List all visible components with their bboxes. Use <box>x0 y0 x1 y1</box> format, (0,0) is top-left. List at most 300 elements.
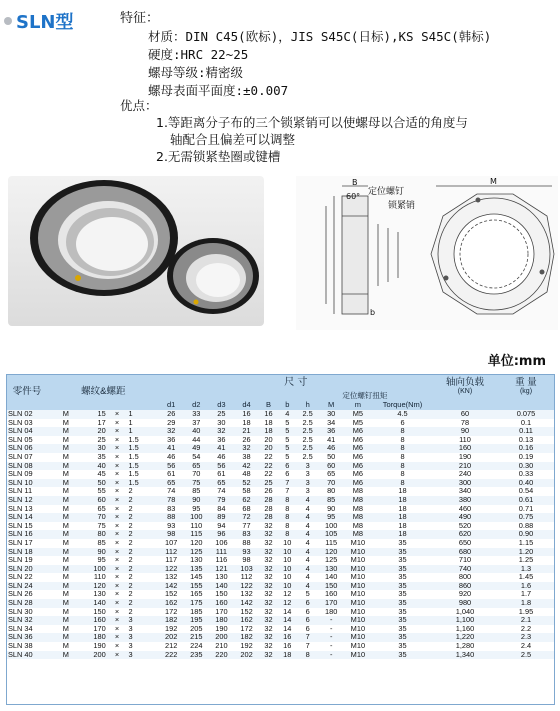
table-cell: 32 <box>259 530 278 539</box>
table-cell: × <box>108 427 127 436</box>
table-cell: 60 <box>71 496 108 505</box>
table-cell: 48 <box>234 470 259 479</box>
table-cell: 152 <box>234 608 259 617</box>
table-cell: M10 <box>344 625 372 634</box>
table-cell: M <box>48 556 71 565</box>
table-cell: 1,220 <box>433 633 497 642</box>
label-b: b <box>370 308 376 317</box>
col-load: 轴向负载 (KN) <box>433 374 497 401</box>
table-cell: 8 <box>372 479 433 488</box>
table-cell: - <box>319 651 344 660</box>
table-cell: 3 <box>126 616 158 625</box>
table-cell: M <box>48 573 71 582</box>
table-cell: 12 <box>278 599 297 608</box>
table-cell: 61 <box>159 470 184 479</box>
table-cell: 1.5 <box>126 462 158 471</box>
table-cell: 15 <box>71 410 108 419</box>
table-cell: M6 <box>344 479 372 488</box>
table-cell: 110 <box>71 573 108 582</box>
table-cell: 98 <box>159 530 184 539</box>
table-cell: 35 <box>372 608 433 617</box>
table-cell: 32 <box>259 565 278 574</box>
table-cell: × <box>108 513 127 522</box>
table-cell: 1 <box>126 427 158 436</box>
table-cell: 140 <box>209 582 234 591</box>
spec-table <box>6 374 555 659</box>
table-cell: × <box>108 556 127 565</box>
table-cell: 185 <box>184 608 209 617</box>
table-cell: M <box>48 436 71 445</box>
table-cell: 190 <box>209 625 234 634</box>
table-cell: 7 <box>278 479 297 488</box>
table-cell: 0.075 <box>497 410 555 419</box>
table-cell: 142 <box>234 599 259 608</box>
table-cell: 5 <box>278 436 297 445</box>
table-cell: 8 <box>372 436 433 445</box>
table-cell: SLN 03 <box>6 419 48 428</box>
table-cell: SLN 28 <box>6 599 48 608</box>
spec-table-body <box>6 410 555 659</box>
table-cell: 1 <box>126 419 158 428</box>
table-cell: 18 <box>278 651 297 660</box>
table-cell: 2.5 <box>297 419 319 428</box>
table-cell: 150 <box>209 590 234 599</box>
table-cell: 65 <box>71 505 108 514</box>
table-cell: × <box>108 496 127 505</box>
table-cell: 40 <box>184 427 209 436</box>
table-cell: 210 <box>209 642 234 651</box>
table-cell: 8 <box>372 462 433 471</box>
table-row <box>6 479 555 488</box>
table-cell: SLN 13 <box>6 505 48 514</box>
table-cell: 1.7 <box>497 590 555 599</box>
table-cell: 180 <box>209 616 234 625</box>
table-row <box>6 556 555 565</box>
table-cell: 83 <box>159 505 184 514</box>
table-cell: 35 <box>372 582 433 591</box>
table-cell: 25 <box>259 479 278 488</box>
table-cell: M <box>48 479 71 488</box>
table-cell: 55 <box>71 487 108 496</box>
table-cell: 34 <box>319 419 344 428</box>
table-cell: 75 <box>184 479 209 488</box>
table-cell: 202 <box>234 651 259 660</box>
table-cell: 16 <box>234 410 259 419</box>
table-cell: M10 <box>344 642 372 651</box>
table-cell: M <box>48 608 71 617</box>
table-cell: M8 <box>344 522 372 531</box>
table-cell: M <box>48 453 71 462</box>
table-cell: SLN 09 <box>6 470 48 479</box>
table-cell: 650 <box>433 539 497 548</box>
table-cell: 460 <box>433 505 497 514</box>
table-cell: 74 <box>209 487 234 496</box>
table-cell: 202 <box>159 633 184 642</box>
table-cell: 6 <box>297 608 319 617</box>
table-cell: 65 <box>184 462 209 471</box>
table-cell: 130 <box>184 556 209 565</box>
table-cell: 30 <box>319 410 344 419</box>
table-cell: 4 <box>297 582 319 591</box>
table-cell: 78 <box>433 419 497 428</box>
table-cell: 65 <box>209 479 234 488</box>
table-cell: 140 <box>71 599 108 608</box>
advantage-1-cont: 轴配合且偏差可以调整 <box>170 132 296 147</box>
bullet-dot-icon <box>4 17 12 25</box>
table-cell: 520 <box>433 522 497 531</box>
table-cell: 100 <box>71 565 108 574</box>
table-row <box>6 505 555 514</box>
table-cell: 1.6 <box>497 582 555 591</box>
table-cell: 800 <box>433 573 497 582</box>
table-cell: SLN 17 <box>6 539 48 548</box>
table-cell: 4 <box>297 505 319 514</box>
table-cell: 122 <box>234 582 259 591</box>
table-cell: 26 <box>159 410 184 419</box>
table-cell: 172 <box>234 625 259 634</box>
table-cell: 107 <box>159 539 184 548</box>
table-cell: 0.88 <box>497 522 555 531</box>
table-cell: 30 <box>71 444 108 453</box>
feature-flatness: 螺母表面平面度:±0.007 <box>148 83 289 98</box>
table-cell: 35 <box>372 616 433 625</box>
table-cell: 26 <box>259 487 278 496</box>
table-cell: 18 <box>259 427 278 436</box>
table-cell: 10 <box>278 548 297 557</box>
table-cell: 10 <box>278 582 297 591</box>
col-torque: Torque(Nm) <box>372 401 433 410</box>
table-cell: M <box>48 444 71 453</box>
table-cell: × <box>108 462 127 471</box>
table-cell: 0.19 <box>497 453 555 462</box>
table-cell: 1,160 <box>433 625 497 634</box>
table-cell: 1.3 <box>497 565 555 574</box>
table-cell: 90 <box>319 505 344 514</box>
table-cell: 32 <box>259 599 278 608</box>
table-cell: 120 <box>71 582 108 591</box>
table-cell: 205 <box>184 625 209 634</box>
table-cell: 85 <box>319 496 344 505</box>
table-cell: 1.25 <box>497 556 555 565</box>
table-cell: 192 <box>159 625 184 634</box>
table-cell: SLN 20 <box>6 565 48 574</box>
table-cell: 132 <box>234 590 259 599</box>
table-cell: 7 <box>297 642 319 651</box>
table-row <box>6 513 555 522</box>
table-cell: 21 <box>234 427 259 436</box>
table-cell: 83 <box>234 530 259 539</box>
table-cell: 132 <box>159 573 184 582</box>
table-cell: SLN 40 <box>6 651 48 660</box>
table-cell: 70 <box>71 513 108 522</box>
table-cell: 130 <box>209 573 234 582</box>
table-cell: 2.1 <box>497 616 555 625</box>
table-cell: 3 <box>126 642 158 651</box>
table-cell: SLN 26 <box>6 590 48 599</box>
table-cell: 10 <box>278 573 297 582</box>
table-cell: 160 <box>209 599 234 608</box>
table-row <box>6 470 555 479</box>
table-row <box>6 522 555 531</box>
table-cell: M8 <box>344 513 372 522</box>
table-row <box>6 565 555 574</box>
table-cell: 32 <box>259 590 278 599</box>
table-cell: 32 <box>159 427 184 436</box>
table-cell: M8 <box>344 496 372 505</box>
table-cell: M10 <box>344 590 372 599</box>
table-cell: 160 <box>433 444 497 453</box>
table-cell: 162 <box>159 599 184 608</box>
table-cell: 61 <box>209 470 234 479</box>
table-cell: 65 <box>159 479 184 488</box>
table-cell: 18 <box>259 419 278 428</box>
table-cell: 160 <box>319 590 344 599</box>
table-cell: 58 <box>234 487 259 496</box>
table-cell: 16 <box>259 410 278 419</box>
table-cell: 32 <box>259 608 278 617</box>
table-cell: 95 <box>71 556 108 565</box>
table-row <box>6 539 555 548</box>
advantage-2: 2.无需锁紧垫圈或键槽 <box>156 149 281 164</box>
table-cell: × <box>108 565 127 574</box>
table-cell: 2 <box>126 599 158 608</box>
feature-hardness: 硬度:HRC 22~25 <box>148 47 249 62</box>
table-cell: 152 <box>159 590 184 599</box>
table-cell: - <box>319 625 344 634</box>
table-cell: 220 <box>209 651 234 660</box>
table-row <box>6 427 555 436</box>
col-B: B <box>259 401 278 410</box>
table-cell: - <box>319 642 344 651</box>
table-cell: 75 <box>71 522 108 531</box>
table-cell: SLN 38 <box>6 642 48 651</box>
table-cell: M10 <box>344 573 372 582</box>
table-cell: 32 <box>259 642 278 651</box>
table-cell: 90 <box>71 548 108 557</box>
table-cell: 2 <box>126 590 158 599</box>
table-cell: 44 <box>184 436 209 445</box>
table-cell: 90 <box>184 496 209 505</box>
table-cell: 1,040 <box>433 608 497 617</box>
table-cell: 0.40 <box>497 479 555 488</box>
table-cell: SLN 07 <box>6 453 48 462</box>
table-cell: 1.5 <box>126 470 158 479</box>
table-cell: 121 <box>209 565 234 574</box>
table-cell: 29 <box>159 419 184 428</box>
table-cell: 98 <box>234 556 259 565</box>
table-cell: × <box>108 444 127 453</box>
table-cell: 680 <box>433 548 497 557</box>
table-cell: 4 <box>297 513 319 522</box>
table-cell: M10 <box>344 548 372 557</box>
table-cell: 8 <box>372 453 433 462</box>
table-cell: 710 <box>433 556 497 565</box>
table-cell: M6 <box>344 427 372 436</box>
table-cell: M6 <box>344 436 372 445</box>
table-cell: 116 <box>209 556 234 565</box>
table-cell: 195 <box>184 616 209 625</box>
table-cell: M <box>48 539 71 548</box>
table-cell: M10 <box>344 608 372 617</box>
col-weight: 重 量 (kg) <box>497 374 555 401</box>
col-part: 零件号 <box>6 374 48 410</box>
advantages-heading: 优点： <box>120 98 158 113</box>
table-cell: SLN 02 <box>6 410 48 419</box>
table-cell: 32 <box>259 616 278 625</box>
table-cell: 5 <box>278 453 297 462</box>
table-cell: 2 <box>126 505 158 514</box>
table-cell: 2 <box>126 565 158 574</box>
table-cell: 3 <box>126 625 158 634</box>
table-cell: 62 <box>234 496 259 505</box>
table-cell: 85 <box>184 487 209 496</box>
table-cell: 2 <box>126 608 158 617</box>
table-cell: M <box>48 496 71 505</box>
advantage-1: 1.等距离分子布的三个锁紧销可以使螺母以合适的角度与 <box>156 115 468 130</box>
table-cell: 52 <box>234 479 259 488</box>
table-cell: 200 <box>71 651 108 660</box>
table-cell: 35 <box>372 565 433 574</box>
table-cell: 35 <box>372 625 433 634</box>
features-heading: 特征： <box>120 11 160 26</box>
table-cell: 4 <box>297 522 319 531</box>
table-cell: 32 <box>259 573 278 582</box>
table-cell: × <box>108 436 127 445</box>
col-d3: d3 <box>209 401 234 410</box>
table-cell: 35 <box>372 642 433 651</box>
table-cell: 1,280 <box>433 642 497 651</box>
technical-drawing <box>296 176 558 330</box>
table-cell: M8 <box>344 530 372 539</box>
table-cell: SLN 05 <box>6 436 48 445</box>
table-cell: 170 <box>71 625 108 634</box>
table-cell: SLN 14 <box>6 513 48 522</box>
table-cell: 142 <box>159 582 184 591</box>
table-cell: M5 <box>344 410 372 419</box>
table-cell: SLN 36 <box>6 633 48 642</box>
table-cell: × <box>108 651 127 660</box>
table-cell: 41 <box>159 444 184 453</box>
table-cell: M <box>48 642 71 651</box>
table-cell: 100 <box>319 522 344 531</box>
table-cell: 32 <box>259 539 278 548</box>
table-cell: M6 <box>344 444 372 453</box>
table-cell: 112 <box>159 548 184 557</box>
table-cell: 22 <box>259 470 278 479</box>
table-cell: 180 <box>71 633 108 642</box>
table-cell: 145 <box>184 573 209 582</box>
table-cell: 16 <box>278 642 297 651</box>
table-cell: M5 <box>344 419 372 428</box>
table-cell: 8 <box>372 444 433 453</box>
table-cell: M <box>48 419 71 428</box>
table-cell: × <box>108 419 127 428</box>
table-cell: 2.3 <box>497 633 555 642</box>
table-cell: × <box>108 522 127 531</box>
table-cell: 28 <box>259 513 278 522</box>
table-cell: 4 <box>278 410 297 419</box>
table-cell: 5 <box>278 444 297 453</box>
table-cell: SLN 04 <box>6 427 48 436</box>
table-row <box>6 496 555 505</box>
table-cell: SLN 18 <box>6 548 48 557</box>
col-d2: d2 <box>184 401 209 410</box>
table-cell: SLN 30 <box>6 608 48 617</box>
table-cell: M <box>48 462 71 471</box>
col-m: m <box>344 401 372 410</box>
table-cell: M10 <box>344 556 372 565</box>
table-cell: 50 <box>71 479 108 488</box>
table-cell: 32 <box>259 522 278 531</box>
table-cell: 28 <box>259 505 278 514</box>
table-row <box>6 573 555 582</box>
table-cell: 20 <box>259 436 278 445</box>
table-cell: 115 <box>319 539 344 548</box>
table-cell: 35 <box>372 599 433 608</box>
col-b: b <box>278 401 297 410</box>
table-cell: 105 <box>319 530 344 539</box>
table-cell: M10 <box>344 616 372 625</box>
table-cell: 12 <box>278 590 297 599</box>
table-cell: 79 <box>209 496 234 505</box>
table-cell: 32 <box>259 556 278 565</box>
advantages-block <box>120 97 468 165</box>
table-row <box>6 444 555 453</box>
table-cell: × <box>108 608 127 617</box>
table-cell: 100 <box>184 513 209 522</box>
table-cell: 60 <box>319 462 344 471</box>
table-cell: 300 <box>433 479 497 488</box>
table-cell: 3 <box>126 633 158 642</box>
table-cell: 22 <box>259 453 278 462</box>
table-cell: × <box>108 582 127 591</box>
table-cell: 4 <box>297 530 319 539</box>
table-cell: 0.90 <box>497 530 555 539</box>
table-cell: 212 <box>159 642 184 651</box>
table-cell: 77 <box>234 522 259 531</box>
table-cell: 490 <box>433 513 497 522</box>
table-cell: 170 <box>319 599 344 608</box>
table-cell: 140 <box>319 573 344 582</box>
table-cell: M <box>48 599 71 608</box>
table-cell: 78 <box>159 496 184 505</box>
table-cell: 103 <box>234 565 259 574</box>
table-cell: 26 <box>234 436 259 445</box>
table-cell: 65 <box>319 470 344 479</box>
table-cell: 1.20 <box>497 548 555 557</box>
table-cell: × <box>108 599 127 608</box>
table-cell: 110 <box>433 436 497 445</box>
label-B: B <box>352 178 358 187</box>
table-cell: 1.95 <box>497 608 555 617</box>
table-cell: × <box>108 479 127 488</box>
table-cell: M <box>48 633 71 642</box>
table-cell: 74 <box>159 487 184 496</box>
table-cell: 0.33 <box>497 470 555 479</box>
table-cell: 4 <box>297 548 319 557</box>
table-cell: 41 <box>319 436 344 445</box>
nut-drawing-icon <box>296 176 558 330</box>
table-cell: 2.5 <box>297 410 319 419</box>
table-cell: 3 <box>126 651 158 660</box>
table-cell: 40 <box>71 462 108 471</box>
table-cell: 93 <box>159 522 184 531</box>
table-cell: M <box>48 487 71 496</box>
table-cell: 2 <box>126 513 158 522</box>
table-cell: SLN 12 <box>6 496 48 505</box>
table-cell: - <box>319 633 344 642</box>
table-cell: 4 <box>297 556 319 565</box>
